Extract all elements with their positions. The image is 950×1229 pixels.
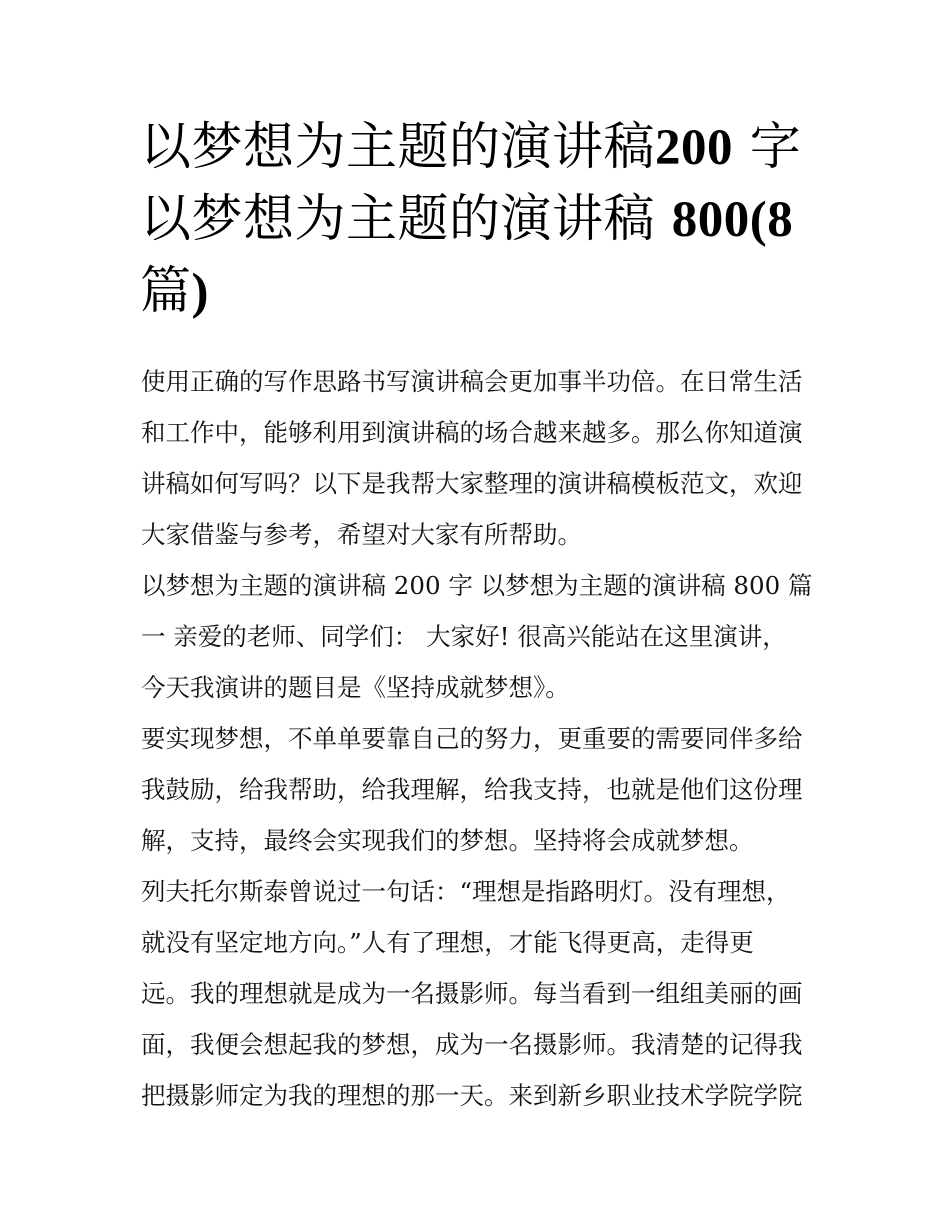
body-line: 面，我便会想起我的梦想，成为一名摄影师。我清楚的记得我 [141,1030,803,1059]
body-line: 使用正确的写作思路书写演讲稿会更加事半功倍。在日常生活 [141,367,803,396]
body-line: 要实现梦想，不单单要靠自己的努力，更重要的需要同伴多给 [141,724,803,753]
body-line: 列夫托尔斯泰曾说过一句话：“理想是指路明灯。没有理想， [141,877,791,906]
title-line-2: 以梦想为主题的演讲稿 800(8 [140,190,794,249]
title-line-1: 以梦想为主题的演讲稿200 字 [140,118,802,177]
body-line: 就没有坚定地方向。”人有了理想，才能飞得更高，走得更 [141,928,754,957]
body-line: 和工作中，能够利用到演讲稿的场合越来越多。那么你知道演 [141,418,803,447]
body-line: 我鼓励，给我帮助，给我理解，给我支持，也就是他们这份理 [141,775,803,804]
body-line: 解，支持，最终会实现我们的梦想。坚持将会成就梦想。 [141,826,754,855]
body-line: 讲稿如何写吗？以下是我帮大家整理的演讲稿模板范文，欢迎 [141,469,803,498]
document-title [140,112,840,328]
body-line: 大家借鉴与参考，希望对大家有所帮助。 [141,520,582,549]
body-line: 远。我的理想就是成为一名摄影师。每当看到一组组美丽的画 [141,979,803,1008]
body-line: 一 亲爱的老师、同学们： 大家好! 很高兴能站在这里演讲， [141,622,787,651]
document-body [141,356,821,1121]
title-line-3: 篇) [140,262,209,321]
body-line: 把摄影师定为我的理想的那一天。来到新乡职业技术学院学院 [141,1081,803,1110]
body-line: 以梦想为主题的演讲稿 200 字 以梦想为主题的演讲稿 800 篇 [141,571,813,600]
body-line: 今天我演讲的题目是《坚持成就梦想》。 [141,673,570,702]
